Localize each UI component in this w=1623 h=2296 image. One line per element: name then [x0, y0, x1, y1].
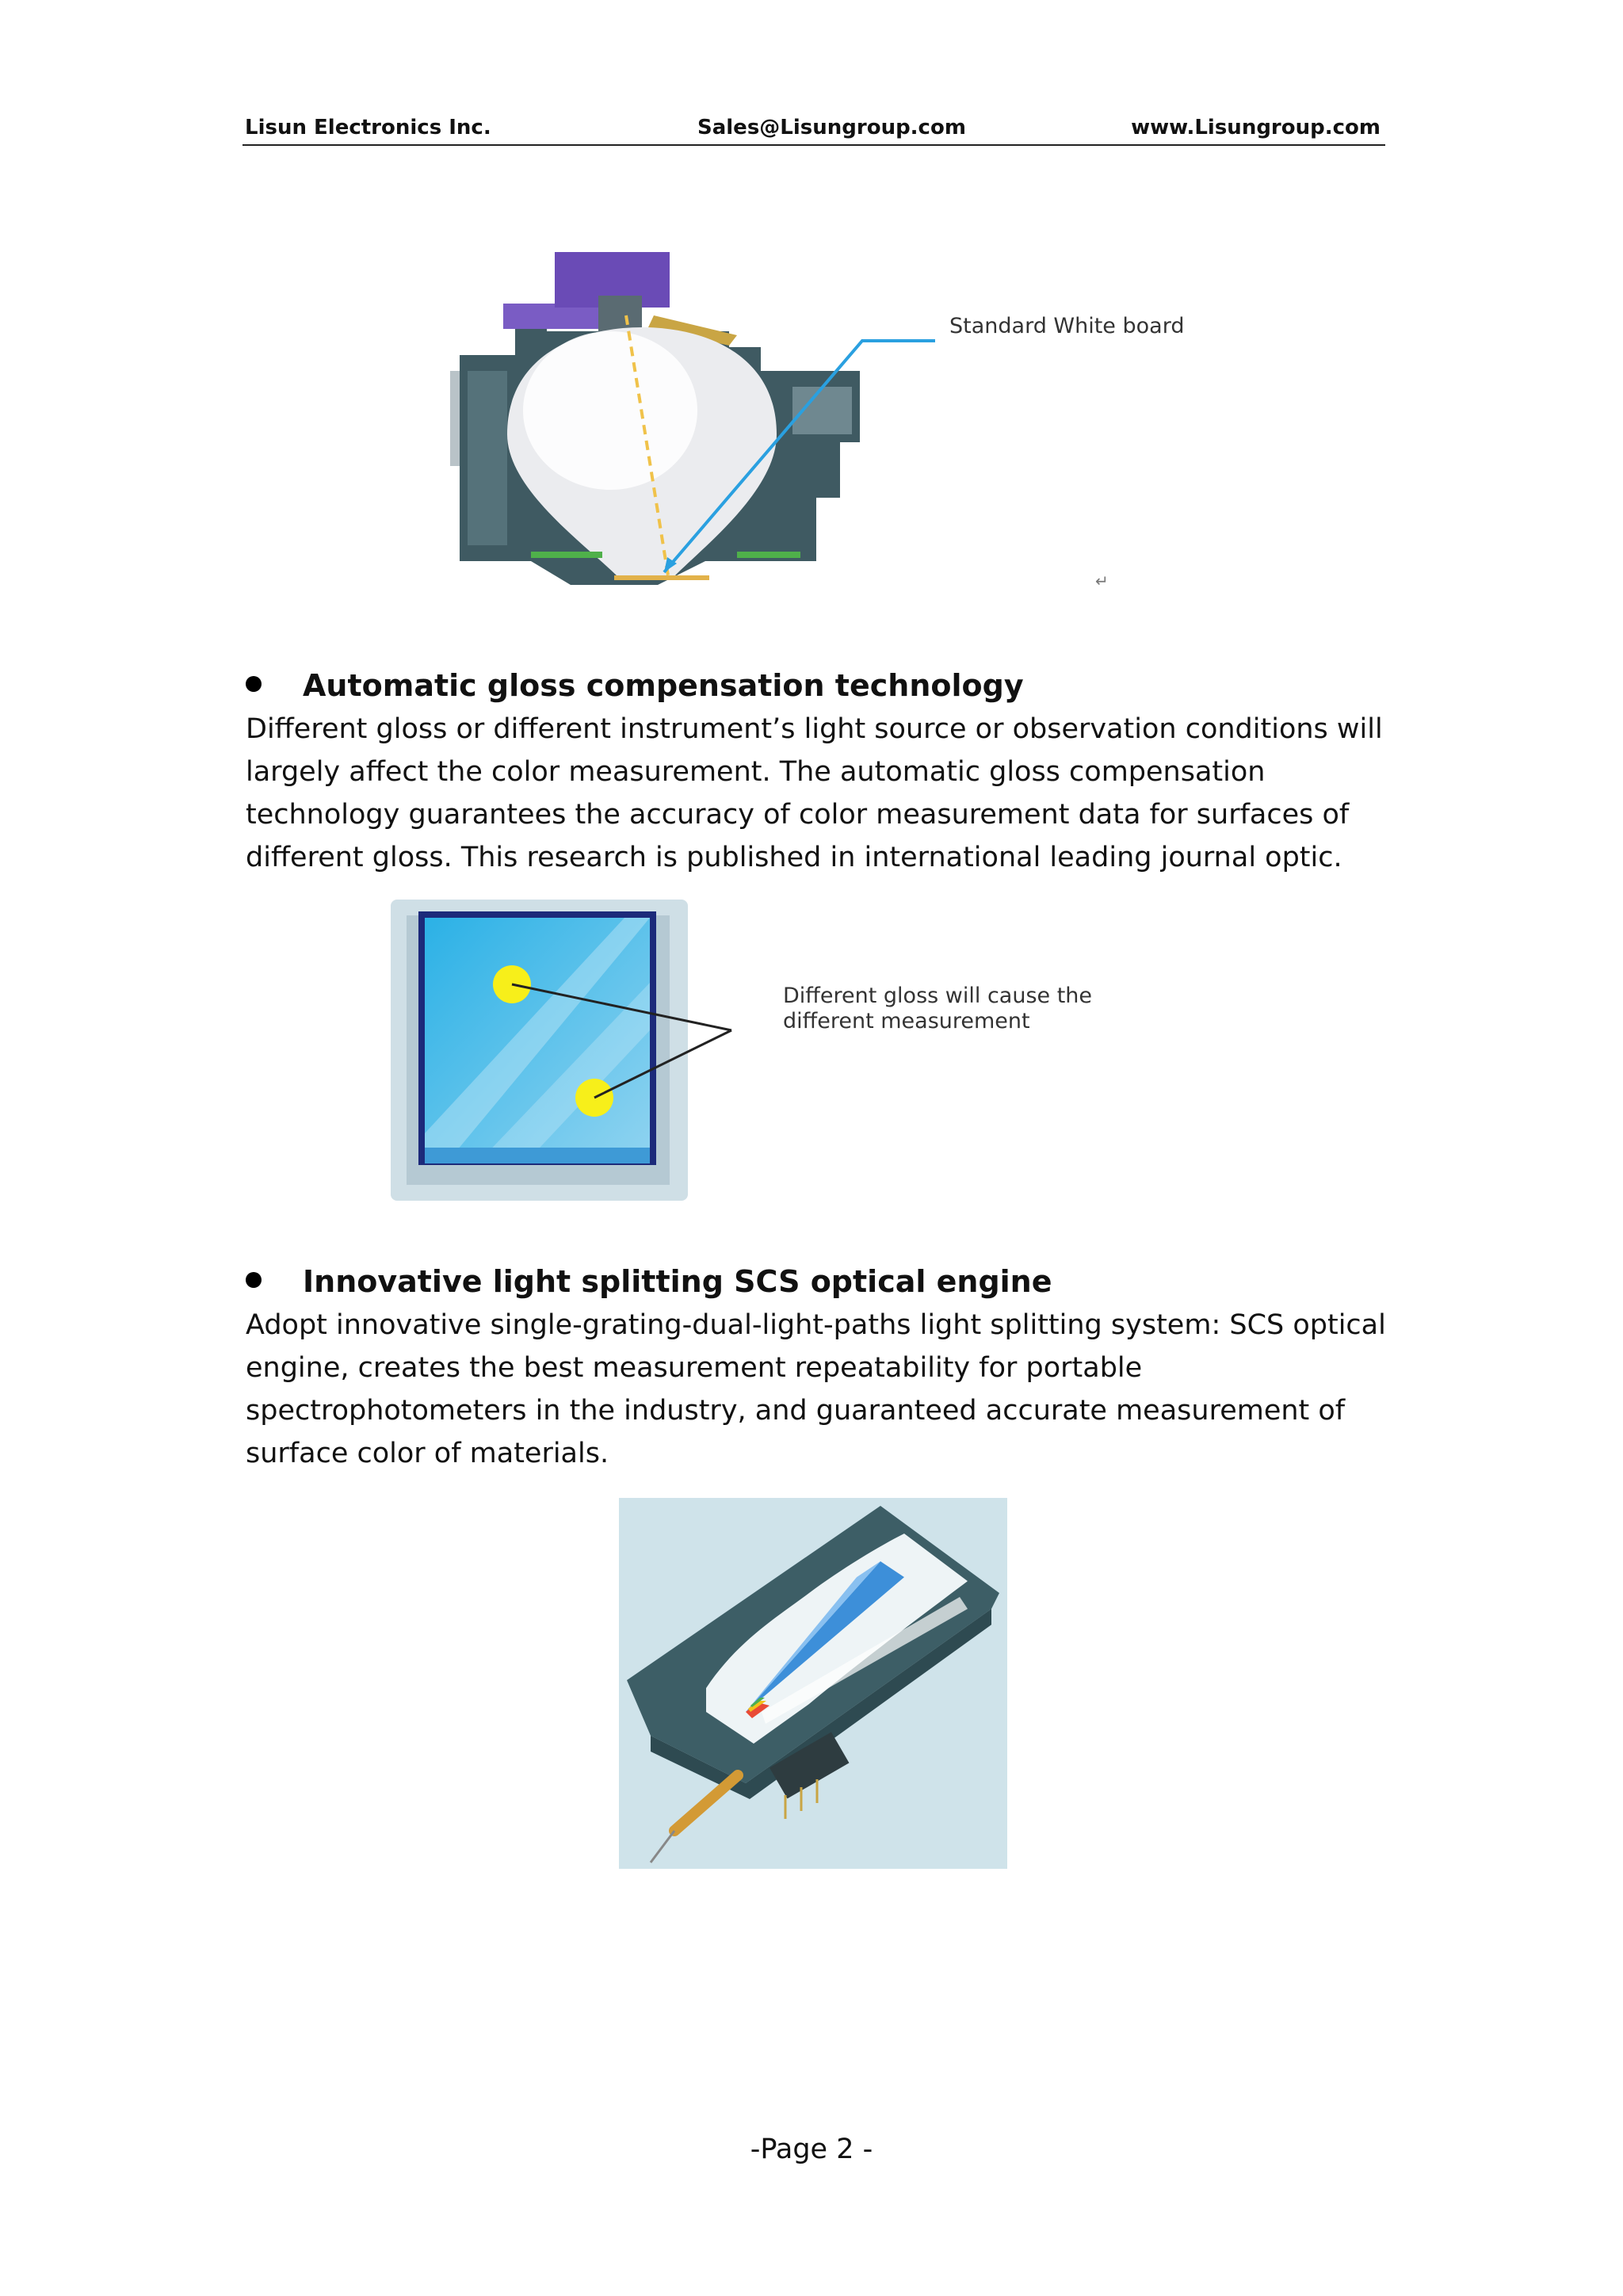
bullet-icon: [246, 676, 262, 692]
header-email[interactable]: Sales@Lisungroup.com: [697, 116, 966, 139]
figure2-label-line1: Different gloss will cause the: [783, 984, 1093, 1008]
section1-line: different gloss. This research is published in international leading journal optic.: [246, 842, 1342, 873]
section1-line: largely affect the color measurement. The automatic gloss compensation: [246, 756, 1266, 788]
page-number: -Page 2 -: [750, 2134, 873, 2165]
header-website[interactable]: www.Lisungroup.com: [1131, 116, 1381, 139]
section2-line: engine, creates the best measurement repeatability for portable: [246, 1352, 1143, 1384]
header-company: Lisun Electronics Inc.: [245, 116, 491, 139]
section2-line: spectrophotometers in the industry, and guaranteed accurate measurement of: [246, 1395, 1346, 1427]
section1-heading: Automatic gloss compensation technology: [303, 668, 1024, 703]
section2-line: Adopt innovative single-grating-dual-light-paths light splitting system: SCS optical: [246, 1309, 1386, 1341]
section2-heading: Innovative light splitting SCS optical engine: [303, 1264, 1052, 1299]
page-header: [242, 116, 1385, 146]
integrating-sphere-figure: [444, 252, 1236, 593]
section2-line: surface color of materials.: [246, 1438, 609, 1469]
gloss-diagram-figure: [387, 896, 1266, 1205]
optical-engine-figure: [619, 1498, 1007, 1869]
figure2-label-line2: different measurement: [783, 1009, 1030, 1033]
section2-paragraph: [246, 1304, 1387, 1475]
bullet-icon: [246, 1272, 262, 1288]
figure1-label: Standard White board: [949, 314, 1185, 338]
figure1-return-mark: ↵: [1095, 571, 1109, 590]
section1-line: technology guarantees the accuracy of color measurement data for surfaces of: [246, 799, 1350, 831]
section1-paragraph: [246, 708, 1387, 879]
section1-line: Different gloss or different instrument’s light source or observation conditions will: [246, 713, 1383, 745]
